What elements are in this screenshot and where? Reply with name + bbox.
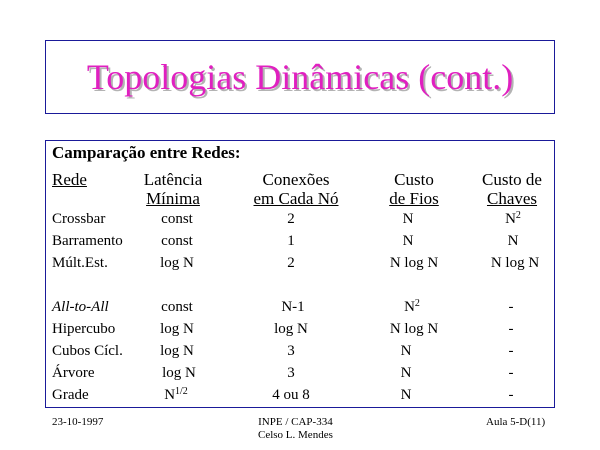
latency-value: N [164, 387, 176, 403]
footer-author: Celso L. Mendes [258, 429, 333, 441]
row-connections: 2 [287, 255, 295, 271]
section-heading: Camparação entre Redes: [52, 143, 241, 162]
col-header-latencia [144, 170, 203, 208]
col-header-latencia-line1: Latência [143, 170, 203, 189]
col-header-custo-chaves-line1: Custo de [482, 170, 542, 189]
row-switch-cost: - [508, 387, 514, 403]
footer-course-code: INPE / CAP-334 [258, 416, 333, 428]
row-wire-cost: N [402, 211, 414, 227]
row-name: Cubos Cícl. [52, 343, 123, 359]
row-latency: log N [160, 321, 194, 337]
row-connections: 2 [287, 211, 295, 227]
row-wire-cost [404, 298, 420, 316]
row-name: Barramento [52, 233, 123, 249]
row-name: Grade [52, 387, 89, 403]
col-header-custo-chaves [482, 170, 542, 208]
row-switch-cost [505, 210, 521, 228]
row-connections: 4 ou 8 [272, 387, 310, 403]
row-switch-cost: - [508, 365, 514, 381]
row-connections: 3 [287, 365, 295, 381]
row-connections: log N [274, 321, 308, 337]
row-name: Crossbar [52, 211, 106, 227]
col-header-custo-chaves-line2: Chaves [486, 189, 538, 208]
row-name: All-to-All [52, 299, 109, 315]
footer-date: 23-10-1997 [52, 416, 104, 428]
row-switch-cost: N [507, 233, 519, 249]
switch-cost-exponent: 2 [515, 210, 521, 221]
row-switch-cost: - [508, 299, 514, 315]
row-switch-cost: N log N [490, 255, 540, 271]
col-header-custo-fios-line1: Custo [394, 170, 434, 189]
col-header-conexoes [254, 170, 339, 208]
col-header-custo-fios-line2: de Fios [389, 189, 439, 208]
switch-cost-value: N [505, 211, 516, 227]
col-header-rede [52, 170, 87, 189]
col-header-custo-fios [389, 170, 439, 208]
title-box [45, 40, 555, 114]
row-connections: N-1 [281, 299, 305, 315]
footer-course [258, 416, 333, 442]
col-header-conexoes-line2: em Cada Nó [253, 189, 339, 208]
row-wire-cost: N log N [389, 255, 439, 271]
row-latency: const [161, 211, 193, 227]
wire-cost-exponent: 2 [414, 298, 420, 309]
row-latency: log N [162, 365, 196, 381]
row-latency: log N [160, 255, 194, 271]
row-latency: log N [160, 343, 194, 359]
row-latency [164, 386, 188, 404]
row-switch-cost: - [508, 343, 514, 359]
row-name: Árvore [52, 365, 95, 381]
slide-title: Topologias Dinâmicas (cont.) [86, 57, 514, 97]
col-header-rede-line1: Rede [52, 170, 87, 189]
row-latency: const [161, 233, 193, 249]
row-connections: 1 [287, 233, 295, 249]
wire-cost-value: N [404, 299, 415, 315]
latency-exponent: 1/2 [175, 386, 188, 397]
row-switch-cost: - [508, 321, 514, 337]
col-header-latencia-line2: Mínima [146, 189, 200, 208]
footer-lecture: Aula 5-D(11) [486, 416, 546, 428]
row-connections: 3 [287, 343, 295, 359]
row-wire-cost: N [400, 343, 412, 359]
row-name: Hipercubo [52, 321, 116, 337]
row-wire-cost: N [402, 233, 414, 249]
row-wire-cost: N [400, 365, 412, 381]
row-wire-cost: N log N [389, 321, 439, 337]
row-latency: const [161, 299, 193, 315]
row-name: Múlt.Est. [52, 255, 108, 271]
col-header-conexoes-line1: Conexões [262, 170, 330, 189]
row-wire-cost: N [400, 387, 412, 403]
